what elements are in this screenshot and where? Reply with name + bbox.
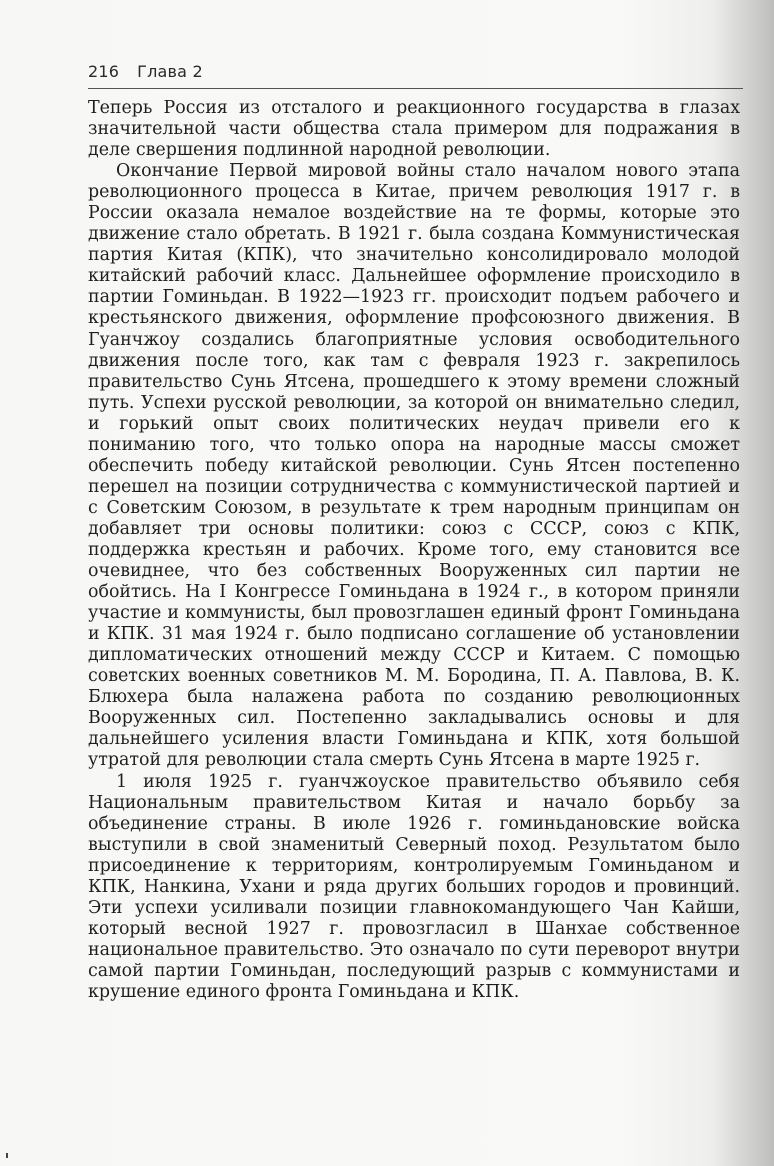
page-number: 216 (88, 62, 120, 81)
paragraph-1: Теперь Россия из отсталого и реакционного государства в глазах значительной части общества стала примером для подражания в деле свершения подлинной народной революции. (88, 98, 740, 161)
paragraph-2: Окончание Первой мировой войны стало началом нового этапа революционного процесса в Китае, причем революция 1917 г. в России оказала немалое воздействие на те формы, которые это движение стало обретать. В 1921 г. была создана Коммунистическая партия Китая (КПК), что значительно консолидировало молодой китайский рабочий класс. Дальнейшее оформление происходило в партии Гоминьдан. В 1922—1923 гг. происходит подъем рабочего и крестьянского движения, оформление профсоюзного движения. В Гуанчжоу создались благоприятные условия освободительного движения после того, как там с февраля 1923 г. закрепилось правительство Сунь Ятсена, прошедшего к этому времени сложный путь. Успехи русской революции, за которой он внимательно следил, и горький опыт своих политических неудач привели его к пониманию того, что только опора на народные массы сможет обеспечить победу китайской революции. Сунь Ятсен постепенно перешел на позиции сотрудничества с коммунистической партией и с Советским Союзом, в результате к трем народным принципам он добавляет три основы политики: союз с СССР, союз с КПК, поддержка крестьян и рабочих. Кроме того, ему становится все очевиднее, что без собственных Вооруженных сил партии не обойтись. На I Конгрессе Гоминьдана в 1924 г., в котором приняли участие и коммунисты, был провозглашен единый фронт Гоминьдана и КПК. 31 мая 1924 г. было подписано соглашение об установлении дипломатических отношений между СССР и Китаем. С помощью советских военных советников М. М. Бородина, П. А. Павлова, В. К. Блюхера была налажена работа по созданию революционных Вооруженных сил. Постепенно закладывались основы и для дальнейшего усиления власти Гоминьдана и КПК, хотя большой утратой для революции стала смерть Сунь Ятсена в марте 1925 г. (88, 161, 740, 771)
scan-speck (6, 1153, 8, 1158)
body-text (88, 98, 740, 1003)
chapter-title: Глава 2 (137, 62, 203, 81)
header-rule (88, 88, 743, 89)
running-header (88, 62, 738, 81)
paragraph-3: 1 июля 1925 г. гуанчжоуское правительство объявило себя Национальным правительством Китая и начало борьбу за объединение страны. В июле 1926 г. гоминьдановские войска выступили в свой знаменитый Северный поход. Результатом было присоединение к территориям, контролируемым Гоминьданом и КПК, Нанкина, Ухани и ряда других больших городов и провинций. Эти успехи усиливали позиции главнокомандующего Чан Кайши, который весной 1927 г. провозгласил в Шанхае собственное национальное правительство. Это означало по сути переворот внутри самой партии Гоминьдан, последующий разрыв с коммунистами и крушение единого фронта Гоминьдана и КПК. (88, 771, 740, 1002)
